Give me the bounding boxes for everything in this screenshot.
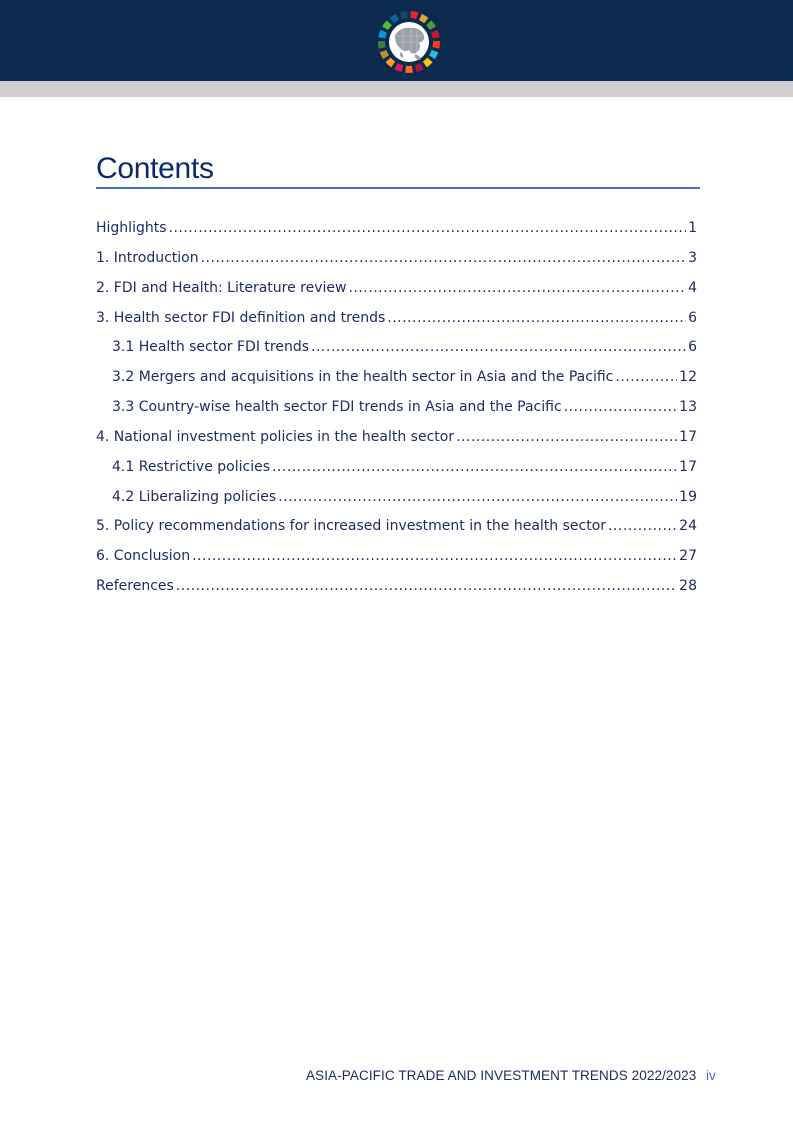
logo-ring-segment: [405, 66, 413, 73]
logo-ring-segment: [380, 50, 389, 59]
toc-entry-page-number: 19: [679, 488, 697, 505]
logo-ring-segment: [410, 11, 418, 19]
logo-ring-segment: [431, 30, 440, 38]
toc-dot-leader: [564, 399, 678, 415]
toc-entry[interactable]: [96, 548, 697, 578]
title-underline: [96, 187, 700, 189]
toc-dot-leader: [456, 429, 677, 445]
toc-entry[interactable]: [96, 518, 697, 548]
header-stripe: [0, 81, 793, 97]
logo-ring-segment: [394, 63, 403, 72]
page-title: Contents: [96, 152, 214, 185]
toc-entry-title: 3.1 Health sector FDI trends: [112, 339, 310, 356]
logo-ring-segment: [400, 11, 408, 19]
toc-entry[interactable]: [96, 459, 697, 489]
toc-entry-title: 4. National investment policies in the health sector: [96, 428, 455, 445]
logo-ring-segment: [382, 20, 392, 30]
toc-entry[interactable]: [96, 280, 697, 310]
logo-ring-segment: [378, 30, 387, 38]
footer-publication-title: ASIA-PACIFIC TRADE AND INVESTMENT TRENDS 2022/2023: [306, 1068, 697, 1083]
toc-dot-leader: [608, 518, 677, 534]
logo-ring-segment: [385, 58, 395, 68]
toc-entry-title: 4.2 Liberalizing policies: [112, 488, 277, 505]
footer-page-number: iv: [706, 1068, 716, 1083]
toc-dot-leader: [176, 578, 677, 594]
toc-dot-leader: [192, 548, 677, 564]
toc-entry-page-number: 6: [688, 309, 697, 326]
toc-entry-title: 6. Conclusion: [96, 548, 191, 565]
toc-entry[interactable]: [96, 399, 697, 429]
toc-entry-title: 5. Policy recommendations for increased investment in the health sector: [96, 518, 607, 535]
toc-entry-page-number: 4: [688, 279, 697, 296]
toc-entry-title: References: [96, 578, 174, 595]
toc-entry-page-number: 1: [688, 220, 697, 236]
toc-entry-title: Highlights: [96, 220, 167, 236]
toc-entry-title: 1. Introduction: [96, 249, 199, 266]
toc-dot-leader: [272, 459, 677, 475]
toc-dot-leader: [201, 250, 686, 266]
logo-ring-segment: [378, 41, 386, 49]
toc-entry[interactable]: [96, 220, 697, 250]
toc-entry-page-number: 17: [679, 458, 697, 475]
toc-entry[interactable]: [96, 489, 697, 519]
toc-dot-leader: [387, 310, 686, 326]
toc-entry-page-number: 28: [679, 578, 697, 595]
toc-entry-title: 4.1 Restrictive policies: [112, 458, 271, 475]
toc-entry-title: 3.3 Country-wise health sector FDI trends in Asia and the Pacific: [112, 399, 562, 416]
toc-entry-page-number: 12: [679, 369, 697, 386]
logo-ring-segment: [423, 58, 433, 68]
toc-dot-leader: [278, 489, 677, 505]
logo-ring-segment: [390, 14, 399, 24]
logo-ring-segment: [415, 63, 424, 72]
toc-dot-leader: [615, 369, 677, 385]
toc-entry[interactable]: [96, 250, 697, 280]
toc-entry-page-number: 3: [688, 249, 697, 266]
logo-ring-segment: [429, 50, 438, 59]
toc-entry-title: 3. Health sector FDI definition and trends: [96, 309, 386, 326]
toc-dot-leader: [348, 280, 686, 296]
toc-entry-title: 3.2 Mergers and acquisitions in the health sector in Asia and the Pacific: [112, 369, 614, 386]
toc-dot-leader: [311, 339, 686, 355]
toc-entry-title: 2. FDI and Health: Literature review: [96, 279, 347, 296]
toc-entry[interactable]: [96, 310, 697, 340]
toc-entry-page-number: 27: [679, 548, 697, 565]
toc-entry-page-number: 17: [679, 428, 697, 445]
logo-ring-segment: [432, 41, 440, 49]
toc-entry[interactable]: [96, 339, 697, 369]
toc-entry[interactable]: [96, 578, 697, 608]
table-of-contents: [96, 220, 697, 608]
asia-pacific-sdg-wheel-logo-icon: [377, 10, 441, 74]
toc-entry-page-number: 6: [688, 339, 697, 356]
logo-ring-segment: [419, 14, 428, 24]
logo-ring-segment: [426, 20, 436, 30]
toc-dot-leader: [169, 220, 687, 236]
toc-entry[interactable]: [96, 429, 697, 459]
toc-entry-page-number: 13: [679, 399, 697, 416]
toc-entry[interactable]: [96, 369, 697, 399]
toc-entry-page-number: 24: [679, 518, 697, 535]
